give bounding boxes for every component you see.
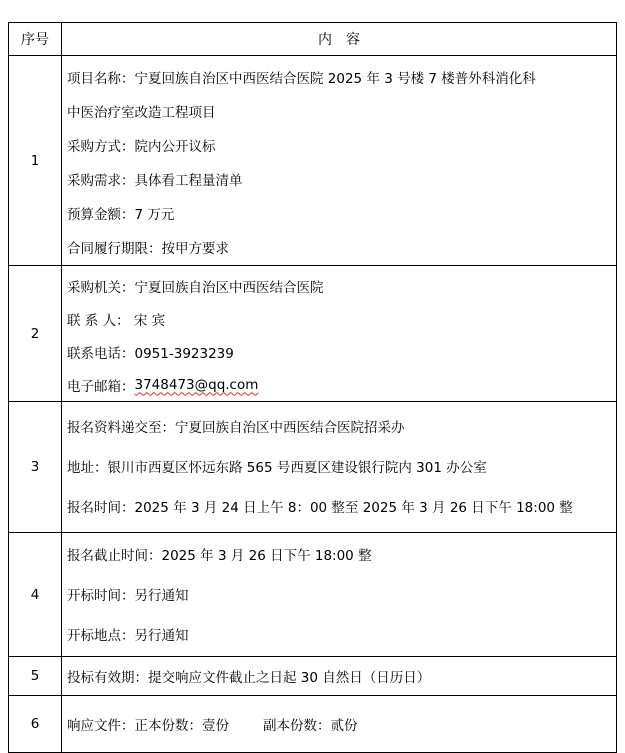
bid-opening-location-line: 开标地点：另行通知 [67, 628, 189, 644]
table-row-6 [9, 696, 617, 753]
row-number: 3 [9, 402, 62, 533]
address-line: 地址：银川市西夏区怀远东路 565 号西夏区建设银行院内 301 办公室 [67, 460, 487, 476]
purchasing-agency-line: 采购机关：宁夏回族自治区中西医结合医院 [67, 279, 324, 296]
email-line [67, 368, 616, 401]
bid-validity-line: 投标有效期：提交响应文件截止之日起 30 自然日（日历日） [67, 670, 431, 686]
row-content [62, 402, 617, 533]
header-content: 内 容 [62, 23, 617, 56]
budget-line: 预算金额：7 万元 [67, 207, 175, 223]
contract-term-line: 合同履行期限：按甲方要求 [67, 241, 229, 257]
original-copies: 响应文件：正本份数：壹份 [67, 718, 229, 734]
row-content [62, 657, 617, 696]
project-name-continued-line: 中医治疗室改造工程项目 [67, 105, 216, 121]
row-content [62, 533, 617, 657]
procurement-demand-line: 采购需求：具体看工程量清单 [67, 173, 243, 189]
row-content [62, 56, 617, 266]
registration-time-line: 报名时间：2025 年 3 月 24 日上午 8：00 整至 2025 年 3 月 26 日下午 18:00 整 [67, 500, 573, 516]
procurement-method-line: 采购方式：院内公开议标 [67, 139, 216, 155]
row-number: 4 [9, 533, 62, 657]
procurement-info-table [8, 22, 617, 753]
project-name-line: 项目名称：宁夏回族自治区中西医结合医院 2025 年 3 号楼 7 楼普外科消化科 [67, 71, 536, 87]
email-value[interactable]: 3748473@qq.com [134, 376, 259, 393]
row-content [62, 696, 617, 753]
header-num: 序号 [9, 23, 62, 56]
table-row-1 [9, 56, 617, 266]
email-label: 电子邮箱： [67, 378, 135, 395]
contact-phone-line: 联系电话：0951-3923239 [67, 345, 234, 362]
table-row-3 [9, 402, 617, 533]
response-documents-line [67, 714, 616, 734]
row-content [62, 266, 617, 402]
table-row-2 [9, 266, 617, 402]
row-number: 6 [9, 696, 62, 753]
row-number: 1 [9, 56, 62, 266]
registration-deadline-line: 报名截止时间：2025 年 3 月 26 日下午 18:00 整 [67, 548, 372, 564]
table-header-row [9, 23, 617, 56]
row-number: 2 [9, 266, 62, 402]
submission-office-line: 报名资料递交至：宁夏回族自治区中西医结合医院招采办 [67, 420, 405, 436]
row-number: 5 [9, 657, 62, 696]
contact-person-line: 联 系 人： 宋 宾 [67, 312, 166, 329]
table-row-4 [9, 533, 617, 657]
bid-opening-time-line: 开标时间：另行通知 [67, 588, 189, 604]
table-row-5 [9, 657, 617, 696]
duplicate-copies: 副本份数：贰份 [263, 718, 358, 734]
